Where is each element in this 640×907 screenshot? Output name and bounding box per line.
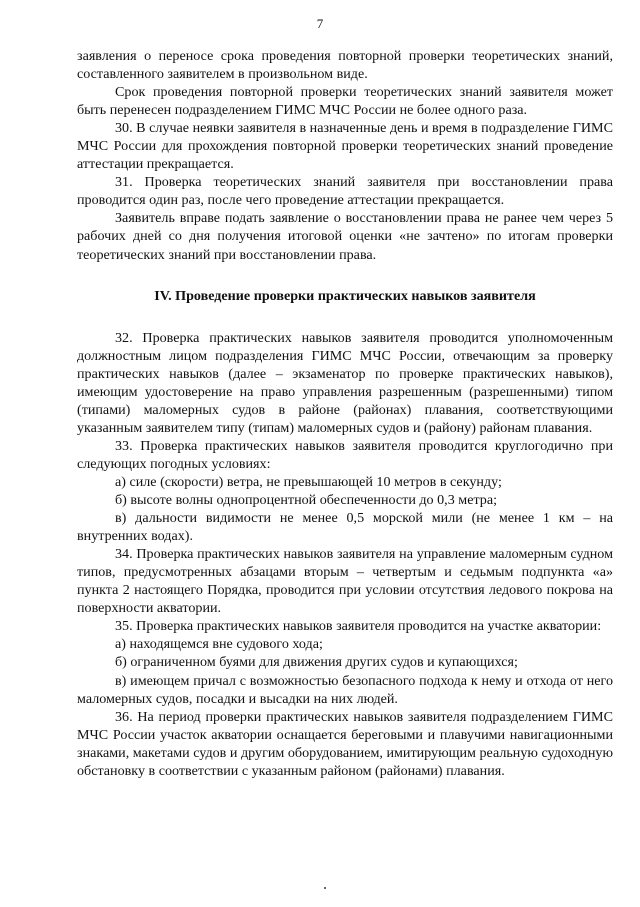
paragraph: 32. Проверка практических навыков заявителя проводится уполномоченным должностным лицом подразделения ГИМС МЧС России, отвечающим за проверку практических навыков (далее – экзаменатор по проверке практических навыков), имеющим удостоверение на право управления разрешенным (разрешенными) типом (типами) маломерных судов в районе (районах) плавания, соответствующими указанным заявителем типу (типам) маломерных судов и (району) районам плавания. [77, 329, 613, 436]
paragraph: 35. Проверка практических навыков заявителя проводится на участке акватории: [115, 618, 602, 635]
paragraph: 36. На период проверки практических навыков заявителя подразделением ГИМС МЧС России участок акватории оснащается береговыми и плавучими навигационными знаками, макетами судов и другим оборудованием, имитирующим реальную судоходную обстановку в соответствии с указанным районом (районами) плавания. [77, 708, 613, 779]
list-item: а) силе (скорости) ветра, не превышающей 10 метров в секунду; [115, 473, 502, 490]
paragraph: заявления о переносе срока проведения повторной проверки теоретических знаний, составленного заявителем в произвольном виде. [77, 48, 613, 83]
list-item: а) находящемся вне судового хода; [115, 636, 323, 653]
paragraphs-before [77, 47, 613, 264]
section-heading: IV. Проведение проверки практических навыков заявителя [154, 287, 536, 304]
paragraph: 30. В случае неявки заявителя в назначенные день и время в подразделение ГИМС МЧС России для прохождения повторной проверки теоретических знаний проведение аттестации прекращается. [77, 120, 613, 173]
list-item: в) дальности видимости не менее 0,5 морской мили (не менее 1 км – на внутренних водах). [77, 510, 613, 545]
paragraph: Заявитель вправе подать заявление о восстановлении права не ранее чем через 5 рабочих дней со дня получения итоговой оценки «не зачтено» по итогам проверки теоретических знаний при восстановлении права. [77, 210, 613, 263]
page-number: 7 [316, 16, 324, 31]
paragraph: Срок проведения повторной проверки теоретических знаний заявителя может быть перенесен подразделением ГИМС МЧС России не более одного раза. [77, 84, 613, 119]
list-item: б) ограниченном буями для движения других судов и купающихся; [115, 654, 518, 671]
paragraph: 34. Проверка практических навыков заявителя на управление маломерным судном типов, предусмотренных абзацами вторым – четвертым и седьмым подпункта «а» пункта 2 настоящего Порядка, проводится при условии отсутствия ледового покрова на поверхности акватории. [77, 546, 613, 617]
document-body [77, 47, 613, 780]
list-item: в) имеющем причал с возможностью безопасного подхода к нему и отхода от него маломерных судов, посадки и высадки на них людей. [77, 672, 613, 707]
list-item: б) высоте волны однопроцентной обеспеченности до 0,3 метра; [115, 492, 497, 509]
paragraph: 31. Проверка теоретических знаний заявителя при восстановлении права проводится один раз, после чего проведение аттестации прекращается. [77, 174, 613, 209]
scan-speck [324, 887, 326, 889]
paragraphs-after [77, 329, 613, 780]
paragraph: 33. Проверка практических навыков заявителя проводится круглогодично при следующих погодных условиях: [77, 437, 613, 472]
